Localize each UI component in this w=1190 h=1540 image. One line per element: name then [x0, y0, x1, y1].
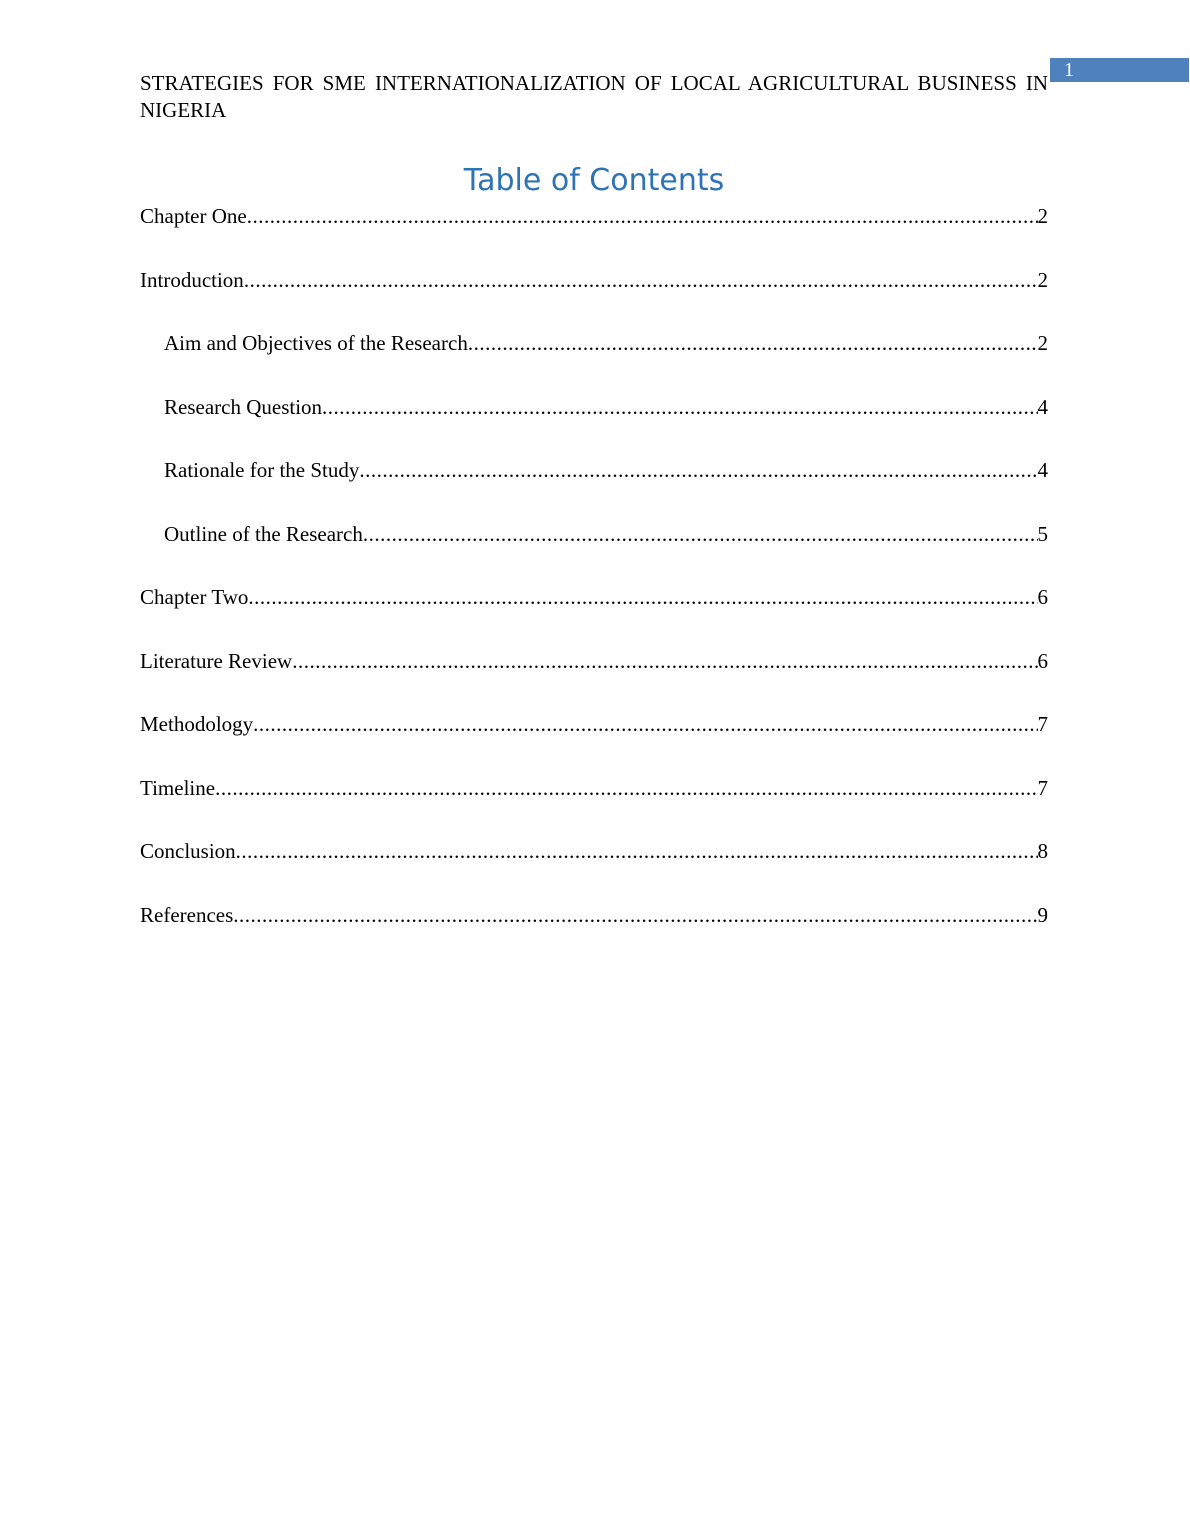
toc-entry-literature-review[interactable]	[140, 646, 1048, 710]
toc-heading: Table of Contents	[463, 163, 725, 198]
toc-entry-label: Introduction	[140, 267, 244, 292]
toc-entry-label: Chapter One	[140, 204, 247, 228]
toc-entry-page: 2	[1037, 331, 1048, 355]
toc-entry-label: Methodology	[140, 712, 254, 736]
toc-entry-page: 4	[1037, 458, 1048, 482]
toc-entry-page: 5	[1037, 521, 1048, 546]
toc-entry-label: Conclusion	[140, 839, 236, 863]
toc-entry-outline[interactable]	[140, 519, 1048, 583]
toc-entry-page: 6	[1037, 648, 1048, 673]
toc-dot-leader	[215, 773, 1037, 803]
toc-dot-leader	[236, 836, 1038, 866]
toc-entry-label: Chapter Two	[140, 585, 249, 609]
toc-dot-leader	[363, 519, 1038, 549]
toc-entry-rationale[interactable]	[140, 455, 1048, 519]
toc-entry-page: 2	[1037, 267, 1048, 292]
toc-entry-page: 2	[1037, 204, 1048, 228]
page-number-badge: 1	[1050, 58, 1189, 82]
toc-entry-research-question[interactable]	[140, 392, 1048, 456]
toc-entry-page: 7	[1037, 712, 1048, 736]
toc-entry-chapter-one[interactable]	[140, 201, 1048, 265]
toc-dot-leader	[253, 709, 1037, 739]
toc-dot-leader	[233, 900, 1037, 930]
toc-entry-methodology[interactable]	[140, 709, 1048, 773]
running-header-title: STRATEGIES FOR SME INTERNATIONALIZATION OF LOCAL AGRICULTURAL BUSINESS IN NIGERIA	[140, 71, 1048, 122]
toc-entry-references[interactable]	[140, 900, 1048, 964]
toc-entry-chapter-two[interactable]	[140, 582, 1048, 646]
toc-entry-page: 6	[1037, 585, 1048, 609]
toc-entry-label: Aim and Objectives of the Research	[164, 331, 468, 355]
toc-entry-label: Research Question	[164, 394, 323, 419]
toc-dot-leader	[359, 455, 1037, 485]
toc-entry-label: Outline of the Research	[164, 521, 363, 546]
toc-entry-introduction[interactable]	[140, 265, 1048, 329]
toc-entry-conclusion[interactable]	[140, 836, 1048, 900]
toc-dot-leader	[468, 328, 1038, 358]
toc-entry-page: 4	[1037, 394, 1048, 419]
toc-entry-label: Timeline	[140, 775, 216, 800]
toc-dot-leader	[322, 392, 1037, 422]
toc-entry-label: Literature Review	[140, 648, 293, 673]
toc-entry-page: 9	[1037, 902, 1048, 927]
toc-dot-leader	[292, 646, 1037, 676]
toc-dot-leader	[247, 201, 1038, 231]
toc-entry-aim-objectives[interactable]	[140, 328, 1048, 392]
toc-dot-leader	[244, 265, 1038, 295]
toc-entry-timeline[interactable]	[140, 773, 1048, 837]
toc-entry-label: References	[140, 902, 234, 927]
toc-entry-page: 7	[1037, 775, 1048, 800]
toc-list	[140, 201, 1048, 963]
toc-entry-page: 8	[1037, 839, 1048, 863]
toc-entry-label: Rationale for the Study	[164, 458, 360, 482]
toc-dot-leader	[248, 582, 1037, 612]
